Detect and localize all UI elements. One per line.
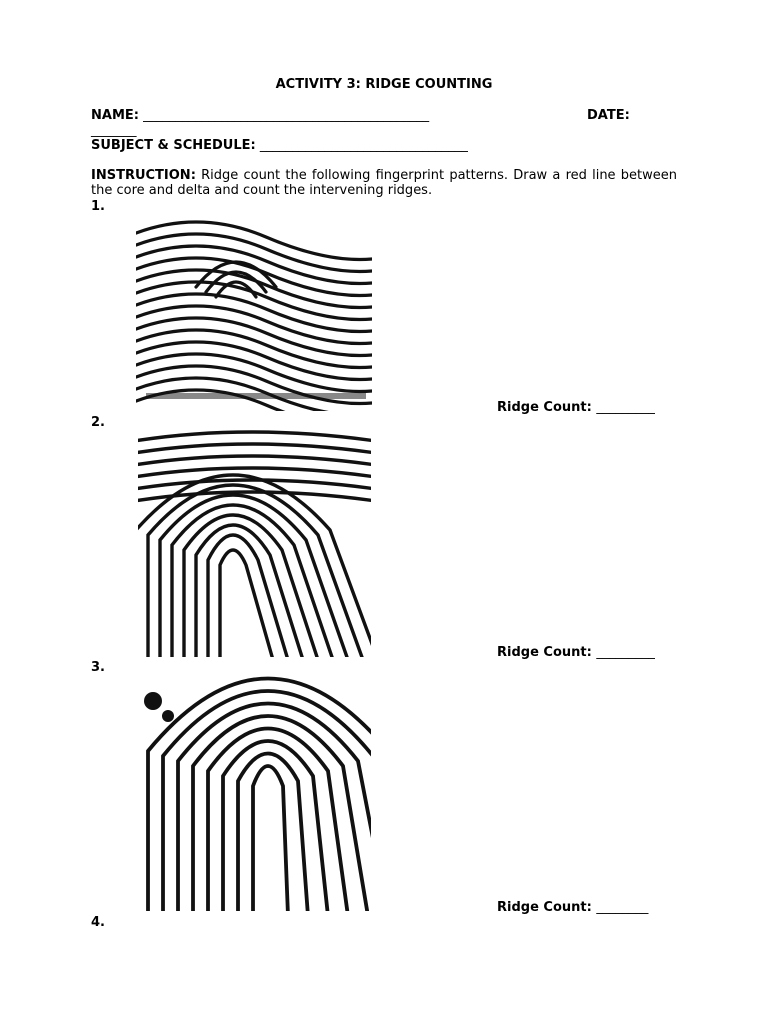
ridge-count-3 — [497, 900, 648, 915]
item-number-3: 3. — [91, 660, 105, 675]
fingerprint-loop-icon — [138, 676, 371, 911]
subject-line: ________________________________ — [259, 138, 468, 153]
item-number-1: 1. — [91, 199, 105, 214]
name-label: NAME: — [91, 108, 139, 123]
instruction — [91, 168, 677, 198]
name-line: ____________________________________________ — [143, 108, 430, 123]
date-line: _______ — [91, 123, 137, 138]
fingerprint-loop-icon — [138, 430, 371, 657]
instruction-label: INSTRUCTION: — [91, 168, 196, 183]
ridge-count-line-3: ________ — [596, 900, 649, 915]
item-number-2: 2. — [91, 415, 105, 430]
ridge-count-1 — [497, 400, 655, 415]
ridge-count-line-2: _________ — [596, 645, 655, 660]
name-field — [91, 108, 429, 123]
ridge-count-2 — [497, 645, 655, 660]
fingerprint-image-1 — [136, 217, 372, 411]
ridge-count-label-1: Ridge Count: — [497, 400, 592, 415]
fingerprint-image-2 — [138, 430, 371, 657]
subject-label: SUBJECT & SCHEDULE: — [91, 138, 256, 153]
ridge-count-label-2: Ridge Count: — [497, 645, 592, 660]
fingerprint-loop-icon — [136, 217, 372, 411]
ridge-count-label-3: Ridge Count: — [497, 900, 592, 915]
date-label: DATE: — [587, 108, 630, 123]
page-title: ACTIVITY 3: RIDGE COUNTING — [275, 77, 493, 92]
item-number-4: 4. — [91, 915, 105, 930]
ridge-count-line-1: _________ — [596, 400, 655, 415]
fingerprint-image-3 — [138, 676, 371, 911]
subject-field — [91, 138, 468, 153]
instruction-text: Ridge count the following fingerprint patterns. Draw a red line between the core and delta and count the intervening ridges. — [91, 168, 677, 198]
